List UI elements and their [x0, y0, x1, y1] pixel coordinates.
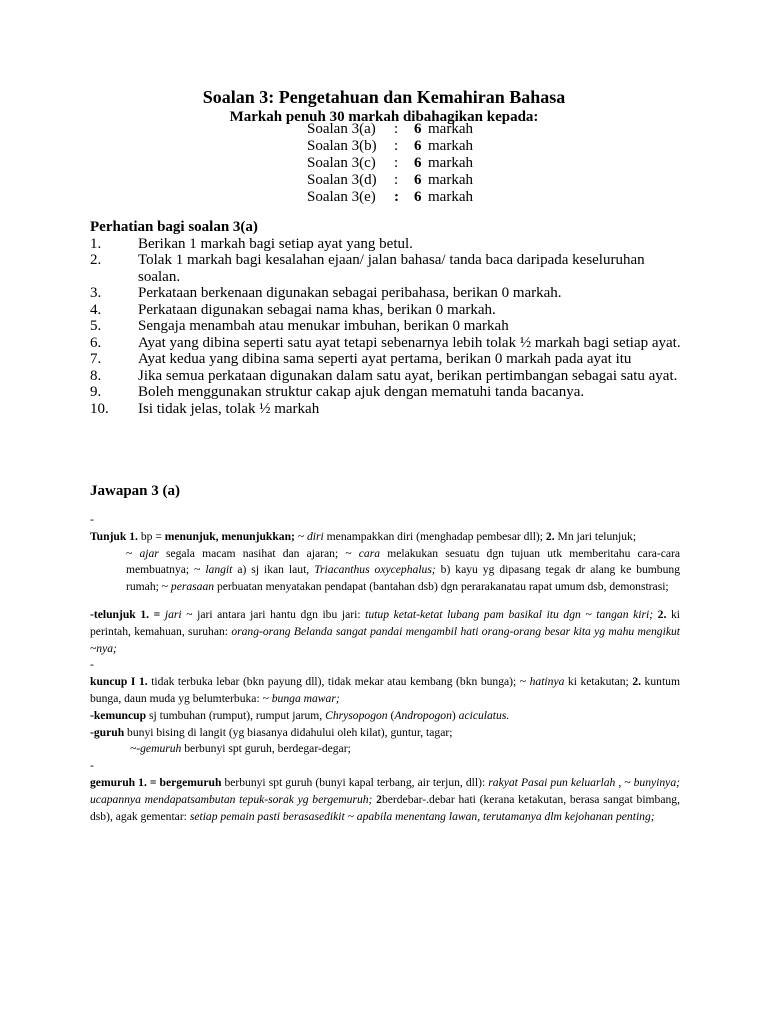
notes-heading: Perhatian bagi soalan 3(a)	[90, 219, 258, 235]
question-label: Soalan 3(c)	[307, 155, 376, 171]
entry-text: berbunyi spt guruh, berdegar-degar;	[181, 742, 351, 756]
entry-text: bunyi bising di langit (yg biasanya didahului oleh kilat), guntur, tagar;	[124, 725, 453, 739]
marks-unit: markah	[428, 172, 473, 188]
entry-kemuncup	[90, 708, 680, 725]
breakdown-row	[307, 155, 473, 172]
note-number: 10.	[90, 400, 109, 417]
note-number: 5.	[90, 318, 102, 334]
marks-value: 6	[414, 172, 422, 188]
marks-unit: markah	[428, 138, 473, 154]
entry-gemuruh-sub	[90, 741, 680, 758]
entry-text: berdebar-.debar hati (kerana ketakutan, berasa sangat bimbang, dsb), agak gementar:	[90, 792, 680, 823]
breakdown-row	[307, 172, 473, 189]
note-text: Isi tidak jelas, tolak ½ markah	[138, 400, 320, 417]
entry-text: ki perintah, kemahuan, suruhan:	[90, 607, 680, 638]
entry-text: )	[451, 708, 459, 722]
note-item	[90, 384, 690, 401]
note-number: 4.	[90, 301, 102, 318]
page-title: Soalan 3: Pengetahuan dan Kemahiran Bahasa	[202, 87, 566, 107]
entry-text: cara	[358, 546, 381, 560]
entry-headword: -kemuncup	[90, 708, 147, 722]
note-item	[90, 368, 690, 385]
entry-tunjuk	[90, 529, 680, 546]
marks-value: 6	[414, 155, 422, 171]
entry-text: Andropogon	[394, 708, 452, 722]
note-text: Tolak 1 markah bagi kesalahan ejaan/ jalan bahasa/ tanda baca daripada keseluruhan soalan.	[138, 252, 645, 285]
note-item	[90, 236, 690, 253]
marking-notes	[90, 219, 690, 417]
entry-text: segala macam nasihat dan ajaran; ~	[158, 546, 359, 560]
answer-heading: Jawapan 3 (a)	[90, 483, 181, 499]
entry-text: perbuatan menyatakan pendapat (bantahan dsb) dgn perarakanatau rapat umum dsb, demonstrasi;	[214, 580, 669, 594]
entry-text: setiap pemain pasti berasasedikit ~ apabila menentang lawan, terutamanya dlm kejohanan penting;	[189, 809, 655, 823]
dash-marker: -	[90, 658, 94, 672]
note-text: Perkataan berkenaan digunakan sebagai peribahasa, berikan 0 markah.	[138, 285, 562, 301]
note-text: Ayat kedua yang dibina sama seperti ayat pertama, berikan 0 markah pada ayat itu	[138, 351, 632, 367]
entry-text: hatinya	[529, 675, 565, 689]
entry-headword: kuncup I 1.	[90, 675, 148, 689]
entry-text: perasaan	[170, 580, 215, 594]
separator: :	[394, 155, 399, 171]
separator: :	[394, 138, 399, 154]
entry-text: diri	[307, 529, 324, 543]
entry-text: tidak terbuka lebar (bkn payung dll), tidak mekar atau kembang (bkn bunga); ~	[147, 675, 530, 689]
marks-breakdown	[307, 121, 473, 206]
note-number: 6.	[90, 334, 102, 351]
note-number: 1.	[90, 235, 102, 252]
entry-text: menunjuk, menunjukkan;	[164, 529, 295, 543]
note-item	[90, 302, 690, 319]
entry-text: jari	[164, 607, 182, 621]
entry-text: bp =	[137, 529, 165, 543]
entry-text: menampakkan diri (menghadap pembesar dll);	[323, 529, 546, 543]
breakdown-row	[307, 189, 473, 206]
entry-text: berbunyi spt guruh (bunyi kapal terbang, air terjun, dll):	[221, 775, 489, 789]
question-label: Soalan 3(a)	[307, 121, 376, 137]
entry-kuncup	[90, 674, 680, 708]
page-subtitle: Markah penuh 30 markah dibahagikan kepada:	[229, 109, 539, 125]
entry-text: langit	[205, 563, 233, 577]
note-item	[90, 351, 690, 368]
entry-text: kuntum bunga, daun muda yg belumterbuka: ~	[90, 675, 680, 705]
note-number: 2.	[90, 252, 102, 268]
note-text: Perkataan digunakan sebagai nama khas, berikan 0 markah.	[138, 301, 496, 318]
entry-text: aciculatus.	[458, 708, 510, 722]
entry-text: Triacanthus oxycephalus;	[314, 563, 436, 577]
entry-text: melakukan sesuatu dgn tujuan utk memberitahu cara-cara membuatnya; ~	[126, 546, 681, 577]
entry-headword: gemuruh 1. = bergemuruh	[90, 775, 222, 789]
dash-marker: -	[90, 513, 94, 526]
entry-text: ~-gemuruh	[130, 742, 182, 756]
entry-text: bunga mawar;	[271, 691, 340, 705]
marks-unit: markah	[428, 121, 473, 137]
document-header	[0, 86, 768, 126]
entry-text: ~ jari antara jari hantu dgn ibu jari:	[181, 607, 366, 621]
entry-text: ~	[126, 546, 140, 560]
note-item	[90, 401, 690, 418]
sense-number: 2.	[632, 675, 642, 689]
marks-value: 6	[414, 138, 422, 154]
entry-gemuruh	[90, 775, 680, 825]
note-number: 9.	[90, 384, 102, 400]
marks-value: 6	[414, 189, 422, 205]
breakdown-row	[307, 138, 473, 155]
entry-text: (	[387, 708, 395, 722]
note-number: 8.	[90, 367, 102, 384]
entry-text: rakyat Pasai pun keluarlah , ~ bunyinya; ucapannya mendapatsambutan tepuk-sorak yg bergemuruh;	[90, 775, 680, 806]
question-label: Soalan 3(b)	[307, 138, 377, 154]
entry-text: ~	[294, 529, 307, 543]
separator: :	[394, 121, 399, 137]
note-item	[90, 335, 690, 352]
note-text: Sengaja menambah atau menukar imbuhan, berikan 0 markah	[138, 318, 509, 334]
question-label: Soalan 3(d)	[307, 172, 377, 188]
entry-text: ki ketakutan;	[564, 675, 633, 689]
dictionary-entries	[90, 512, 680, 825]
entry-headword: -telunjuk 1. =	[90, 607, 161, 621]
entry-guruh	[90, 725, 680, 742]
dash-marker: -	[90, 759, 94, 773]
entry-text: sj tumbuhan (rumput), rumput jarum,	[146, 708, 326, 722]
entry-text: b) kayu yg dipasang tegak dr alang ke bumbung rumah; ~	[126, 563, 680, 594]
marks-unit: markah	[428, 189, 473, 205]
breakdown-row	[307, 121, 473, 138]
sense-number: 1.	[126, 529, 138, 543]
note-number: 3.	[90, 285, 102, 301]
entry-text: ajar	[139, 546, 159, 560]
entry-text: tutup ketat-ketat lubang pam basikal itu dgn ~ tangan kiri;	[365, 607, 654, 621]
note-text: Ayat yang dibina seperti satu ayat tetapi sebenarnya lebih tolak ½ markah bagi setiap ayat.	[138, 334, 681, 351]
note-text: Berikan 1 markah bagi setiap ayat yang betul.	[138, 235, 413, 252]
entry-text: Mn jari telunjuk;	[554, 529, 637, 543]
entry-telunjuk	[90, 607, 680, 657]
note-number: 7.	[90, 351, 102, 367]
note-text: Jika semua perkataan digunakan dalam satu ayat, berikan pertimbangan sebagai satu ayat.	[138, 367, 678, 384]
entry-text: a) sj ikan laut,	[232, 563, 315, 577]
note-text: Boleh menggunakan struktur cakap ajuk dengan mematuhi tanda bacanya.	[138, 384, 585, 400]
sense-number: 2.	[545, 529, 555, 543]
note-item	[90, 285, 690, 302]
separator: :	[394, 189, 399, 205]
separator: :	[394, 172, 399, 188]
entry-headword: Tunjuk	[90, 529, 127, 543]
question-label: Soalan 3(e)	[307, 189, 376, 205]
entry-text: Chrysopogon	[325, 708, 388, 722]
entry-text: orang-orang Belanda sangat pandai mengambil hati orang-orang besar kita yg mahu mengikut ~nya;	[90, 624, 680, 655]
marks-unit: markah	[428, 155, 473, 171]
marks-value: 6	[414, 121, 422, 137]
entry-headword: -guruh	[90, 725, 125, 739]
note-item	[90, 318, 690, 335]
sense-number: 2.	[657, 607, 667, 621]
note-item	[90, 252, 690, 285]
entry-tunjuk-subsenses	[90, 546, 680, 596]
sense-number: 2	[376, 792, 382, 806]
